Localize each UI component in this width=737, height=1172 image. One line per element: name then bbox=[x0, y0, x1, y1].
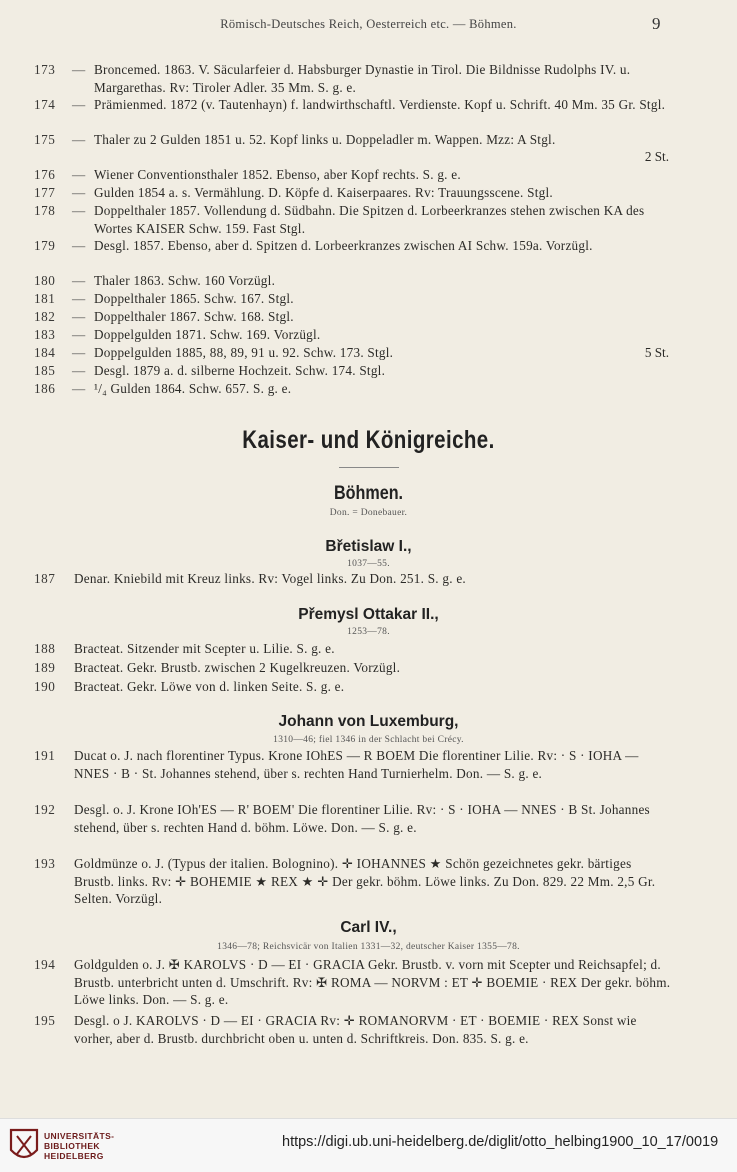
ruler-dates: 1346—78; Reichsvicär von Italien 1331—32, deutscher Kaiser 1355—78. bbox=[217, 942, 520, 952]
section-divider bbox=[339, 467, 399, 468]
logo-line: HEIDELBERG bbox=[44, 1151, 104, 1161]
entry-quantity: 2 St. bbox=[644, 149, 669, 164]
entry-number: 186 bbox=[34, 381, 56, 396]
entry-text: Thaler 1863. Schw. 160 Vorzügl. bbox=[94, 273, 276, 288]
running-header: Römisch-Deutsches Reich, Oesterreich etc. — Böhmen. bbox=[220, 17, 517, 31]
entry-number: 182 bbox=[34, 309, 56, 324]
page-number: 9 bbox=[652, 14, 661, 33]
entry-dash: — bbox=[72, 132, 86, 147]
permalink[interactable]: https://digi.ub.uni-heidelberg.de/diglit/otto_helbing1900_10_17/0019 bbox=[282, 1134, 719, 1150]
entry-text: Bracteat. Gekr. Löwe von d. linken Seite. S. g. e. bbox=[74, 679, 345, 694]
entry-text: Denar. Kniebild mit Kreuz links. Rv: Vogel links. Zu Don. 251. S. g. e. bbox=[74, 571, 466, 586]
entry-number: 184 bbox=[34, 345, 56, 360]
entry-number: 189 bbox=[34, 660, 56, 675]
entry-text: ¹/₄ Gulden 1864. Schw. 657. S. g. e. bbox=[94, 381, 292, 396]
entry-text: Doppelthaler 1857. Vollendung d. Südbahn. Die Spitzen d. Lorbeerkranzes stehen zwischen KA des Wortes KAISER Schw. 159. Fast Stgl. bbox=[94, 203, 645, 236]
entry-number: 185 bbox=[34, 363, 56, 378]
entry-number: 180 bbox=[34, 273, 56, 288]
entry-text: Doppelthaler 1865. Schw. 167. Stgl. bbox=[94, 291, 294, 306]
entry-dash: — bbox=[72, 363, 86, 378]
entry-dash: — bbox=[72, 327, 86, 342]
entry-dash: — bbox=[72, 381, 86, 396]
entry-dash: — bbox=[72, 62, 86, 77]
ruler-dates: 1037—55. bbox=[347, 559, 390, 569]
entry-number: 191 bbox=[34, 748, 56, 763]
entry-quantity: 5 St. bbox=[644, 345, 669, 360]
entry-number: 181 bbox=[34, 291, 56, 306]
entry-text: Doppelgulden 1871. Schw. 169. Vorzügl. bbox=[94, 327, 321, 342]
entry-dash: — bbox=[72, 273, 86, 288]
entry-dash: — bbox=[72, 238, 86, 253]
entry-dash: — bbox=[72, 185, 86, 200]
logo-line: UNIVERSITÄTS- bbox=[44, 1131, 115, 1141]
entry-number: 175 bbox=[34, 132, 56, 147]
entry-number: 178 bbox=[34, 203, 56, 218]
entry-text: Wiener Conventionsthaler 1852. Ebenso, aber Kopf rechts. S. g. e. bbox=[94, 167, 461, 182]
ruler-heading: Přemysl Ottakar II., bbox=[298, 606, 439, 623]
entry-dash: — bbox=[72, 345, 86, 360]
entry-number: 177 bbox=[34, 185, 56, 200]
entry-dash: — bbox=[72, 309, 86, 324]
entry-number: 188 bbox=[34, 641, 56, 656]
entry-text: Gulden 1854 a. s. Vermählung. D. Köpfe d. Kaiserpaares. Rv: Trauungsscene. Stgl. bbox=[94, 185, 553, 200]
entry-number: 193 bbox=[34, 856, 56, 871]
entry-text: Broncemed. 1863. V. Säcularfeier d. Habsburger Dynastie in Tirol. Die Bildnisse Rudolphs IV. u. Margarethas. Rv: Tiroler Adler. 35 Mm. S. g. e. bbox=[94, 62, 631, 95]
entry-number: 190 bbox=[34, 679, 56, 694]
entry-text: Ducat o. J. nach florentiner Typus. Krone IOhES — R BOEM Die florentiner Lilie. Rv: · S · IOHA — NNES · B · St. Johannes stehend, über s. rechten Hand Turnierhelm. Don. — S. g. e. bbox=[74, 748, 639, 781]
entry-dash: — bbox=[72, 167, 86, 182]
entry-number: 174 bbox=[34, 97, 56, 112]
entry-number: 173 bbox=[34, 62, 56, 77]
country-heading: Böhmen. bbox=[333, 483, 404, 504]
ruler-dates: 1253—78. bbox=[347, 627, 390, 637]
entry-text: Doppelthaler 1867. Schw. 168. Stgl. bbox=[94, 309, 294, 324]
entry-text: Prämienmed. 1872 (v. Tautenhayn) f. landwirthschaftl. Verdienste. Kopf u. Schrift. 40 Mm. 35 Gr. Stgl. bbox=[94, 97, 666, 112]
ruler-dates: 1310—46; fiel 1346 in der Schlacht bei Crécy. bbox=[273, 735, 464, 745]
entry-text: Desgl. 1857. Ebenso, aber d. Spitzen d. Lorbeerkranzes zwischen AI Schw. 159a. Vorzügl. bbox=[94, 238, 593, 253]
logo-line: BIBLIOTHEK bbox=[44, 1141, 100, 1151]
abbreviation-note: Don. = Donebauer. bbox=[329, 508, 408, 518]
entry-dash: — bbox=[72, 97, 86, 112]
entry-text: Doppelgulden 1885, 88, 89, 91 u. 92. Schw. 173. Stgl. bbox=[94, 345, 394, 360]
viewer-footer bbox=[0, 1118, 737, 1172]
entry-text: Goldmünze o. J. (Typus der italien. Bolognino). ✛ IOHANNES ★ Schön gezeichnetes gekr. bärtiges Brustb. links. Rv: ✛ BOHEMIE ★ REX ★ ✛ Der gekr. böhm. Löwe links. Zu Don. 829. 22 Mm. 2,5 Gr. Selten. Vorzügl. bbox=[74, 856, 656, 906]
entry-number: 194 bbox=[34, 957, 56, 972]
entry-number: 192 bbox=[34, 802, 56, 817]
university-seal-icon bbox=[9, 1128, 39, 1164]
entry-number: 179 bbox=[34, 238, 56, 253]
entry-number: 187 bbox=[34, 571, 56, 586]
entry-text: Bracteat. Sitzender mit Scepter u. Lilie. S. g. e. bbox=[74, 641, 335, 656]
ruler-heading: Johann von Luxemburg, bbox=[278, 713, 459, 730]
entry-text: Bracteat. Gekr. Brustb. zwischen 2 Kugelkreuzen. Vorzügl. bbox=[74, 660, 401, 675]
entry-text: Desgl. o. J. Krone IOh'ES — R' BOEM' Die florentiner Lilie. Rv: · S · IOHA — NNES · B St. Johannes stehend, über s. rechten Hand d. böhm. Löwe. Don. — S. g. e. bbox=[74, 802, 650, 835]
entry-text: Thaler zu 2 Gulden 1851 u. 52. Kopf links u. Doppeladler m. Wappen. Mzz: A Stgl. bbox=[94, 132, 556, 147]
ruler-heading: Břetislaw I., bbox=[325, 538, 412, 555]
entry-number: 183 bbox=[34, 327, 56, 342]
entry-text: Desgl. o J. KAROLVS · D — EI · GRACIA Rv: ✛ ROMANORVM · ET · BOEMIE · REX Sonst wie vorher, aber d. Brustb. durchbricht oben u. unten d. Schriftkreis. Don. 835. S. g. e. bbox=[74, 1013, 637, 1046]
ruler-heading: Carl IV., bbox=[340, 919, 397, 936]
entry-dash: — bbox=[72, 203, 86, 218]
entry-text: Desgl. 1879 a. d. silberne Hochzeit. Schw. 174. Stgl. bbox=[94, 363, 386, 378]
entry-number: 195 bbox=[34, 1013, 56, 1028]
entry-dash: — bbox=[72, 291, 86, 306]
section-title: Kaiser- und Königreiche. bbox=[242, 426, 495, 454]
library-logo-text bbox=[44, 1131, 114, 1161]
entry-text: Goldgulden o. J. ✠ KAROLVS · D — EI · GRACIA Gekr. Brustb. v. vorn mit Scepter und Reichsapfel; d. Brustb. unterbricht unten d. Umschrift. Rv: ✠ ROMA — NORVM : ET ✛ BOEMIE · REX Der gekr. böhm. Löwe links. Don. — S. g. e. bbox=[74, 957, 671, 1007]
entry-number: 176 bbox=[34, 167, 56, 182]
